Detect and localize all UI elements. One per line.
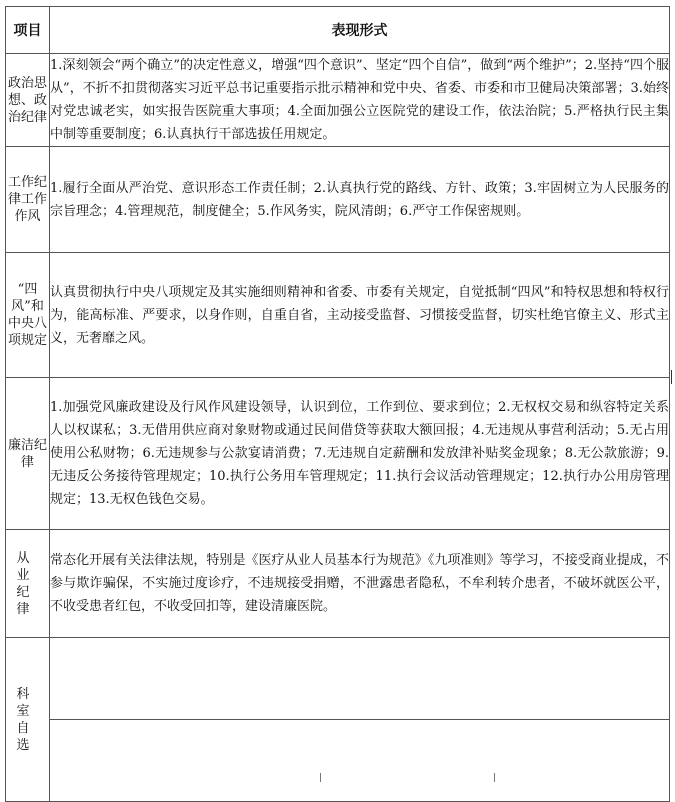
header-item: 项目 (6, 7, 50, 54)
row-content-dept-choice[interactable] (50, 638, 670, 802)
row-content-practice[interactable]: 常态化开展有关法律法规，特别是《医疗从业人员基本行为规范》《九项准则》等学习，不接受商业提成，不参与欺诈骗保，不实施过度诊疗，不违规接受捐赠，不泄露患者隐私，不牟利转介患者，不破坏就医公平，不收受患者红包，不收受回扣等，建设清廉医院。 (50, 530, 670, 638)
header-row (6, 7, 670, 54)
row-item-practice: 从业纪律 (6, 530, 50, 638)
row-content-eight-rules[interactable]: 认真贯彻执行中央八项规定及其实施细则精神和省委、市委有关规定，自觉抵制“四风”和特权思想和特权行为，能高标准、严要求，以身作则，自重自省，主动接受监督、习惯接受监督，切实杜绝官僚主义、形式主义，无奢靡之风。 (50, 253, 670, 378)
row-item-dept-choice: 科室自选 (6, 638, 50, 802)
row-item-work-style: 工作纪律工作作风 (6, 147, 50, 253)
blank-line[interactable] (50, 719, 669, 801)
header-form: 表现形式 (50, 7, 670, 54)
row-item-political: 政治思想、政治纪律 (6, 54, 50, 147)
ruler-tick (494, 773, 495, 782)
table-row (6, 530, 670, 638)
table-row (6, 54, 670, 147)
blank-line[interactable] (50, 638, 669, 719)
row-item-eight-rules: “四风”和中央八项规定 (6, 253, 50, 378)
row-content-political[interactable]: 1.深刻领会“两个确立”的决定性意义，增强“四个意识”、坚定“四个自信”，做到“两个维护”；2.坚持“四个服从”，不折不扣贯彻落实习近平总书记重要指示批示精神和党中央、省委、市委和市卫健局决策部署；3.始终对党忠诚老实，如实报告医院重大事项；4.全面加强公立医院党的建设工作，依法治院；5.严格执行民主集中制等重要制度；6.认真执行干部选拔任用规定。 (50, 54, 670, 147)
table-row (6, 253, 670, 378)
discipline-table (5, 6, 670, 802)
table-row (6, 638, 670, 802)
row-item-integrity: 廉洁纪律 (6, 378, 50, 530)
row-content-integrity[interactable]: 1.加强党风廉政建设及行风作风建设领导，认识到位，工作到位、要求到位；2.无权权交易和纵容特定关系人以权谋私；3.无借用供应商对象财物或通过民间借贷等获取大额回报；4.无违规从事营利活动；5.无占用使用公私财物；6.无违规参与公款宴请消费；7.无违规自定薪酬和发放津补贴奖金现象；8.无公款旅游；9.无违反公务接待管理规定；10.执行公务用车管理规定；11.执行会议活动管理规定；12.执行办公用房管理规定；13.无权色钱色交易。 (50, 378, 670, 530)
table-row (6, 147, 670, 253)
table-row (6, 378, 670, 530)
row-content-work-style[interactable]: 1.履行全面从严治党、意识形态工作责任制；2.认真执行党的路线、方针、政策；3.牢固树立为人民服务的宗旨理念；4.管理规范，制度健全；5.作风务实，院风清朗；6.严守工作保密规则。 (50, 147, 670, 253)
ruler-tick (320, 773, 321, 782)
text-cursor (671, 370, 672, 384)
